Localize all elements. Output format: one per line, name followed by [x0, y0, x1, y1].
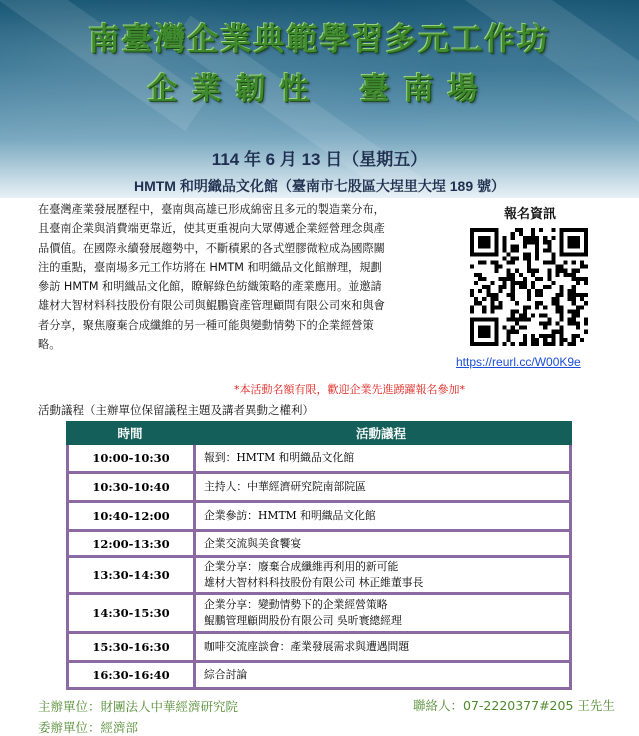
table-row	[66, 663, 572, 690]
table-row	[66, 474, 572, 503]
row-content	[193, 474, 569, 500]
row-line: 報到：HMTM 和明織品文化館	[204, 451, 355, 464]
subtitle-theme: 企業韌性	[147, 72, 324, 107]
table-row	[66, 634, 572, 663]
row-time: 10:00-10:30	[92, 451, 170, 465]
table-row	[66, 532, 572, 558]
workshop-subtitle	[0, 64, 639, 108]
footer-organizers	[38, 696, 238, 736]
row-time: 12:00-13:30	[92, 536, 170, 551]
row-line: 企業參訪：HMTM 和明織品文化館	[204, 509, 376, 522]
row-time: 14:30-15:30	[92, 606, 170, 620]
table-row	[66, 595, 572, 634]
row-line: 雄材大智材料科技股份有限公司 林正維董事長	[204, 576, 424, 589]
intro-line: 注的重點，臺南場多元工作坊將在 HMTM 和明織品文化館辦理，規劃	[38, 260, 382, 274]
registration-title: 報名資訊	[503, 207, 556, 222]
row-line: 企業分享：變動情勢下的企業經營策略	[204, 598, 388, 611]
registration-link[interactable]: https://reurl.cc/W00K9e	[456, 355, 581, 369]
intro-line: 且臺南企業與消費端更靠近，使其更重視向大眾傳遞企業經營理念與產	[38, 222, 385, 236]
header-time: 時間	[117, 426, 143, 441]
event-venue: HMTM 和明織品文化館（臺南市七股區大埕里大埕 189 號）	[133, 178, 505, 194]
intro-paragraph	[38, 200, 440, 354]
row-content	[193, 558, 569, 592]
intro-line: 在臺灣產業發展歷程中，臺南與高雄已形成綿密且多元的製造業分布，	[38, 203, 385, 216]
row-line: 企業分享：廢棄合成纖維再利用的新可能	[204, 560, 399, 573]
row-time: 15:30-16:30	[92, 640, 170, 654]
row-content	[193, 503, 569, 529]
row-time: 10:40-12:00	[92, 509, 170, 523]
intro-line: 略。	[38, 338, 61, 352]
event-date: 114 年 6 月 13 日（星期五）	[211, 150, 428, 169]
row-time: 13:30-14:30	[92, 568, 170, 582]
row-content	[193, 532, 569, 555]
row-line: 鯤鵬管理顧問股份有限公司 吳昕寰總經理	[204, 614, 402, 627]
row-content	[193, 663, 569, 687]
footer-contact: 聯絡人：07-2220377#205 王先生	[413, 698, 615, 713]
row-content	[193, 634, 569, 660]
intro-line: 品價值。在國際永續發展趨勢中，不斷積累的各式塑膠微粒成為國際關	[38, 241, 385, 255]
row-line: 企業交流與美食饗宴	[204, 536, 302, 550]
header-banner	[0, 0, 639, 198]
intro-line: 雄材大智材料科技股份有限公司與鯤鵬資產管理顧問有限公司來和與會	[38, 299, 385, 313]
row-line: 咖啡交流座談會：產業發展需求與遭遇問題	[204, 640, 410, 653]
table-row	[66, 503, 572, 532]
capacity-notice: *本活動名額有限，歡迎企業先進踴躍報名參加*	[234, 383, 465, 396]
row-content	[193, 595, 569, 631]
row-content	[193, 445, 569, 471]
workshop-title: 南臺灣企業典範學習多元工作坊	[88, 22, 551, 58]
agenda-table	[66, 421, 572, 690]
agenda-label: 活動議程（主辦單位保留議程主題及講者異動之權利）	[38, 403, 314, 417]
qr-code-icon[interactable]	[470, 228, 588, 346]
agenda-table-header	[66, 421, 572, 445]
header-content: 活動議程	[355, 426, 406, 441]
table-row	[66, 445, 572, 474]
intro-line: 參訪 HMTM 和明織品文化館，瞭解綠色紡織策略的產業應用。並邀請	[38, 280, 382, 294]
subtitle-venue-city: 臺南場	[359, 72, 492, 107]
row-line: 主持人：中華經濟研究院南部院區	[204, 480, 366, 493]
row-time: 16:30-16:40	[92, 668, 170, 682]
organizer: 主辦單位：財團法人中華經濟研究院	[38, 699, 239, 714]
row-line: 綜合討論	[204, 668, 248, 681]
commissioning-agency: 委辦單位：經濟部	[38, 720, 139, 735]
row-time: 10:30-10:40	[92, 480, 170, 494]
intro-line: 者分享，聚焦廢棄合成纖維的另一種可能與變動情勢下的企業經營策	[38, 318, 374, 332]
table-row	[66, 558, 572, 595]
